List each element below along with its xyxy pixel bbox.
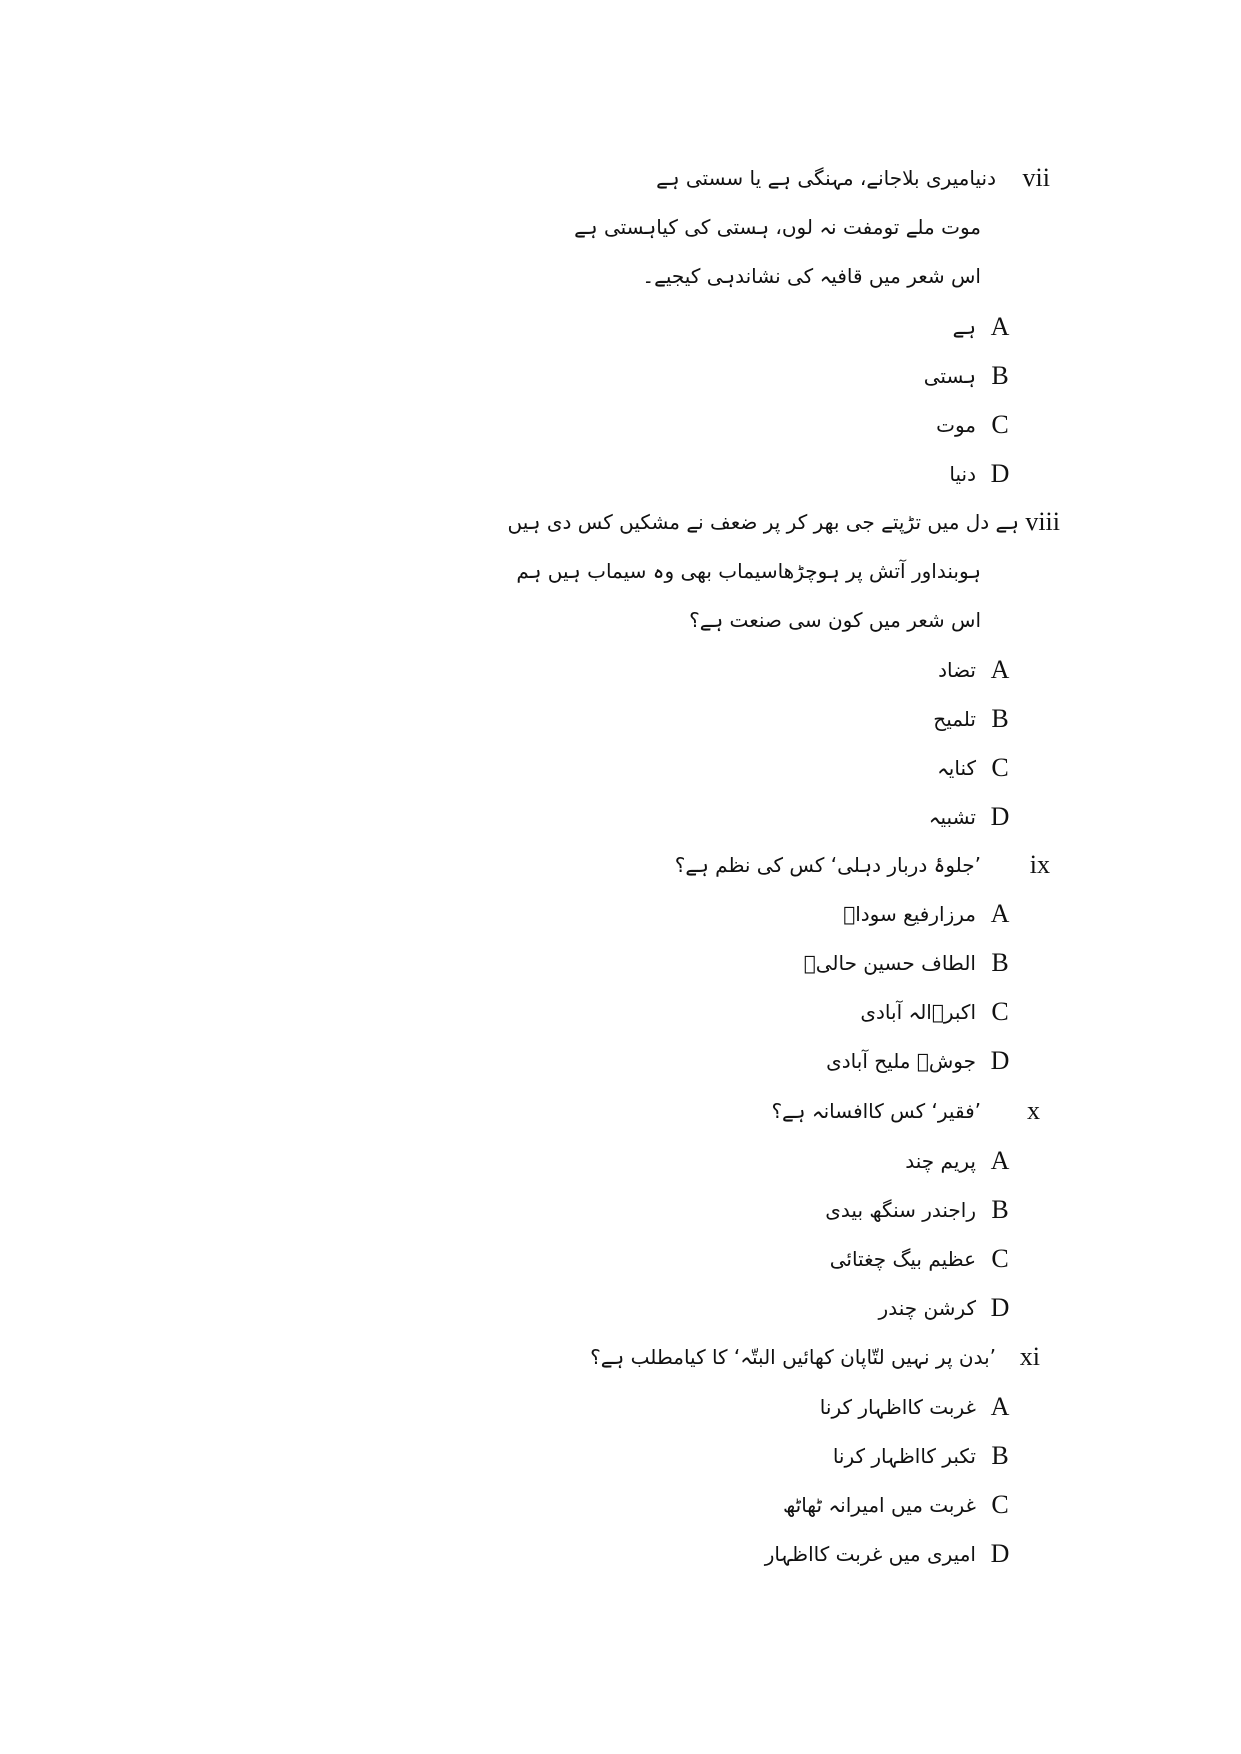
option-text: موت	[936, 413, 976, 437]
option-text: تلمیح	[933, 707, 976, 731]
option-text: کرشن چندر	[878, 1296, 976, 1320]
question-line: ’بدن پر نہیں لتّاپان کھائیں البتّہ‘ کا کیامطلب ہے؟	[590, 1345, 996, 1369]
option-letter: D	[990, 459, 1010, 488]
option-text: امیری میں غربت کااظہار	[764, 1542, 976, 1566]
option-letter: A	[990, 312, 1010, 341]
option-text: غربت کااظہار کرنا	[819, 1395, 976, 1419]
option-text: راجندر سنگھ بیدی	[825, 1198, 976, 1222]
option-letter: B	[991, 1441, 1009, 1470]
option-letter: B	[991, 948, 1009, 977]
question-line: دنیامیری بلاجانے، مہنگی ہے یا سستی ہے	[656, 166, 996, 190]
option-text: کنایہ	[937, 756, 976, 780]
option-text: ہستی	[923, 364, 976, 388]
option-letter: C	[991, 1490, 1009, 1519]
option-text: الطاف حسین حالیؔ	[803, 951, 976, 975]
question-number: viii	[1025, 507, 1060, 536]
option-text: پریم چند	[905, 1149, 976, 1173]
question-line: ’جلوۂ دربار دہلی‘ کس کی نظم ہے؟	[674, 853, 981, 877]
option-text: دنیا	[949, 462, 976, 486]
option-text: ہے	[952, 315, 976, 339]
question-line: ہے دل میں تڑپتے جی بھر کر پر ضعف نے مشکیں کس دی ہیں	[507, 510, 1019, 534]
option-letter: D	[990, 1293, 1010, 1322]
question-line: ’فقیر‘ کس کاافسانہ ہے؟	[771, 1099, 981, 1123]
option-letter: C	[991, 410, 1009, 439]
option-text: تشبیہ	[928, 805, 976, 829]
option-letter: D	[990, 1539, 1010, 1568]
option-letter: D	[990, 802, 1010, 831]
option-text: مرزارفیع سوداؔ	[843, 902, 976, 926]
option-text: غربت میں امیرانہ ٹھاٹھ	[782, 1493, 976, 1517]
option-letter: A	[990, 655, 1010, 684]
question-line: موت ملے تومفت نہ لوں، ہستی کی کیاہستی ہے	[574, 215, 981, 239]
option-letter: A	[990, 1146, 1010, 1175]
option-letter: C	[991, 753, 1009, 782]
option-letter: B	[991, 704, 1009, 733]
option-letter: B	[991, 1195, 1009, 1224]
question-line: اس شعر میں قافیہ کی نشاندہی کیجیے۔	[642, 264, 981, 288]
question-number: ix	[1029, 850, 1050, 879]
option-text: تکبر کااظہار کرنا	[832, 1444, 976, 1468]
option-letter: D	[990, 1046, 1010, 1075]
option-letter: A	[990, 899, 1010, 928]
question-line: اس شعر میں کون سی صنعت ہے؟	[689, 608, 981, 632]
question-number: xi	[1019, 1342, 1040, 1371]
question-number: vii	[1022, 163, 1050, 192]
question-number: x	[1027, 1096, 1040, 1125]
option-letter: C	[991, 997, 1009, 1026]
option-text: عظیم بیگ چغتائی	[829, 1247, 976, 1271]
option-letter: B	[991, 361, 1009, 390]
option-letter: C	[991, 1244, 1009, 1273]
option-letter: A	[990, 1392, 1010, 1421]
option-text: تضاد	[938, 658, 976, 682]
option-text: اکبرؔالہ آبادی	[860, 1000, 976, 1024]
question-line: ہوبنداور آتش پر ہوچڑھاسیماب بھی وہ سیماب ہیں ہم	[516, 559, 981, 583]
option-text: جوشؔ ملیح آبادی	[826, 1049, 976, 1073]
